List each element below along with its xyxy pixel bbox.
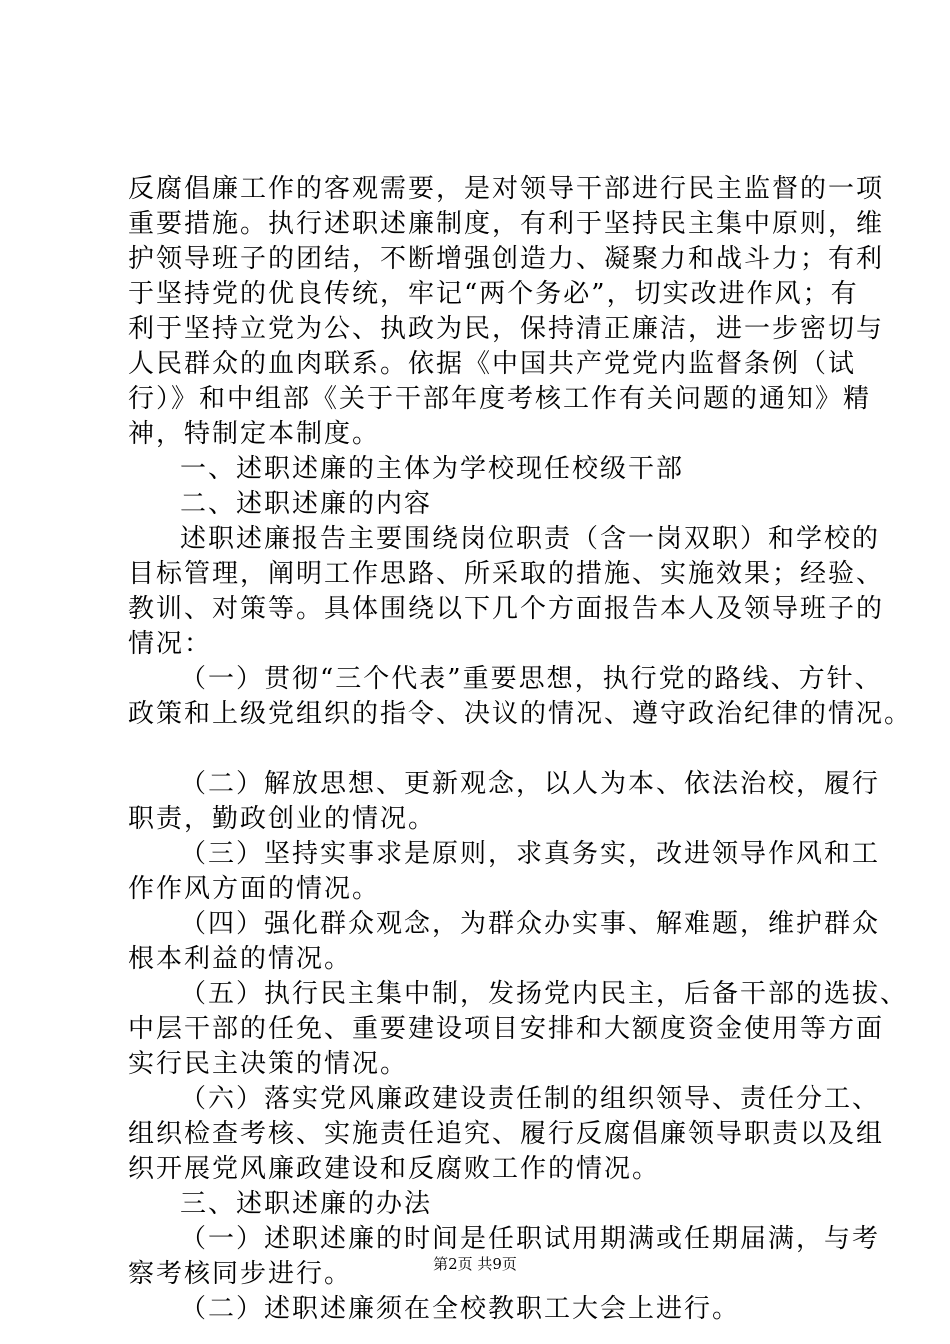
text-line: （二）述职述廉须在全校教职工大会上进行。 (180, 1294, 741, 1324)
text-line: 重要措施。执行述职述廉制度，有利于坚持民主集中原则，维 (128, 209, 885, 239)
text-line: 织开展党风廉政建设和反腐败工作的情况。 (128, 1154, 661, 1184)
text-line: 一、述职述廉的主体为学校现任校级干部 (180, 454, 685, 484)
text-line: 察考核同步进行。 (128, 1259, 353, 1289)
page-number-footer: 第2页 共9页 (433, 1255, 517, 1273)
text-line: 三、述职述廉的办法 (180, 1189, 433, 1219)
text-line: 二、述职述廉的内容 (180, 489, 433, 519)
text-line: 职责，勤政创业的情况。 (128, 804, 437, 834)
text-line: 反腐倡廉工作的客观需要，是对领导干部进行民主监督的一项 (128, 174, 885, 204)
text-line: 组织检查考核、实施责任追究、履行反腐倡廉领导职责以及组 (128, 1119, 885, 1149)
text-line: 神，特制定本制度。 (128, 419, 381, 449)
text-line: 人民群众的血肉联系。依据《中国共产党党内监督条例（试 (128, 349, 857, 379)
text-line: （三）坚持实事求是原则，求真务实，改进领导作风和工 (180, 839, 881, 869)
text-line: （四）强化群众观念，为群众办实事、解难题，维护群众 (180, 909, 881, 939)
text-line: （一）贯彻“三个代表”重要思想，执行党的路线、方针、 (180, 664, 883, 694)
document-body (128, 172, 913, 1327)
text-line: 政策和上级党组织的指令、决议的情况、遵守政治纪律的情况。 (128, 699, 913, 729)
text-line: 根本利益的情况。 (128, 944, 353, 974)
text-line: 行）》和中组部《关于干部年度考核工作有关问题的通知》精 (128, 384, 872, 414)
text-line: 实行民主决策的情况。 (128, 1049, 409, 1079)
text-line: （五）执行民主集中制，发扬党内民主，后备干部的选拔、 (180, 979, 909, 1009)
text-line: 作作风方面的情况。 (128, 874, 381, 904)
text-line: （一）述职述廉的时间是任职试用期满或任期届满，与考 (180, 1224, 881, 1254)
blank-line (128, 732, 828, 767)
text-line: （六）落实党风廉政建设责任制的组织领导、责任分工、 (180, 1084, 881, 1114)
text-line: 于坚持党的优良传统，牢记“两个务必”，切实改进作风；有 (128, 279, 859, 309)
text-line: 教训、对策等。具体围绕以下几个方面报告本人及领导班子的 (128, 594, 885, 624)
text-line: 中层干部的任免、重要建设项目安排和大额度资金使用等方面 (128, 1014, 885, 1044)
text-line: 述职述廉报告主要围绕岗位职责（含一岗双职）和学校的 (180, 524, 881, 554)
text-line: 目标管理，阐明工作思路、所采取的措施、实施效果；经验、 (128, 559, 885, 589)
text-line: （二）解放思想、更新观念，以人为本、依法治校，履行 (180, 769, 881, 799)
text-line: 情况： (128, 629, 213, 659)
text-line: 利于坚持立党为公、执政为民，保持清正廉洁，进一步密切与 (128, 314, 885, 344)
text-line: 护领导班子的团结，不断增强创造力、凝聚力和战斗力；有利 (128, 244, 885, 274)
